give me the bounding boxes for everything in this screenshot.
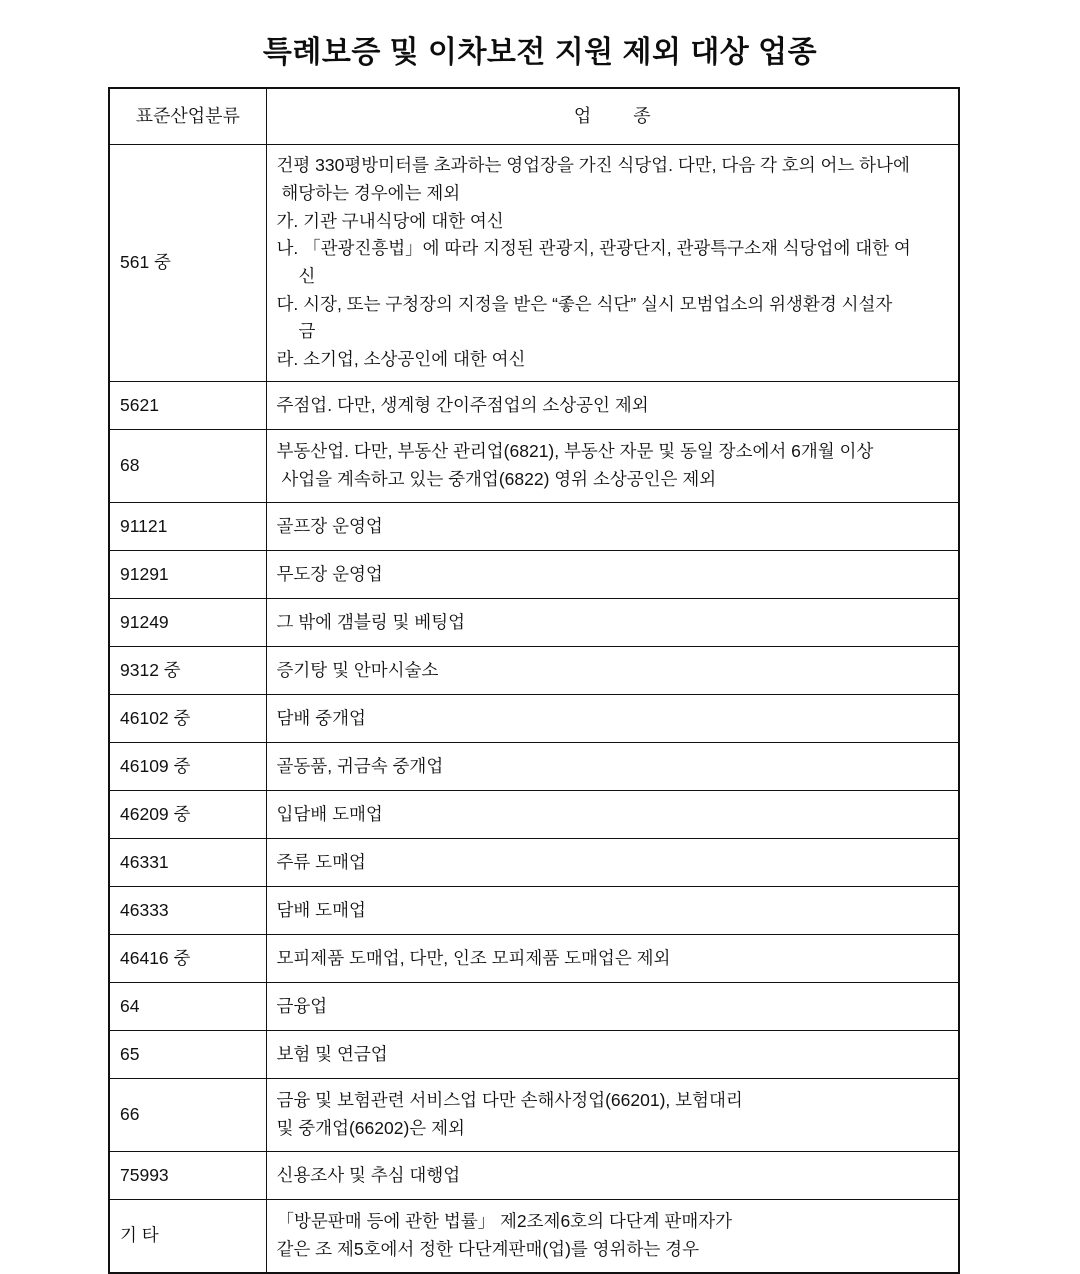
description-line: 담배 도매업 — [276, 899, 366, 920]
cell-industry-description — [266, 1031, 959, 1079]
description-lines — [277, 152, 953, 373]
description-lines — [277, 993, 953, 1021]
cell-industry-description — [266, 1200, 959, 1274]
cell-industry-code: 65 — [109, 1031, 266, 1079]
description-lines — [277, 945, 953, 973]
cell-industry-description — [266, 599, 959, 647]
cell-industry-code: 46416 중 — [109, 935, 266, 983]
cell-industry-code: 64 — [109, 983, 266, 1031]
table-row — [109, 791, 959, 839]
description-line: 담배 중개업 — [276, 707, 366, 728]
table-row — [109, 743, 959, 791]
cell-industry-description — [266, 743, 959, 791]
page-title: 특례보증 및 이차보전 지원 제외 대상 업종 — [262, 36, 818, 69]
description-line: 신용조사 및 추심 대행업 — [276, 1164, 461, 1185]
description-line: 보험 및 연금업 — [276, 1043, 388, 1064]
description-line: 금융 및 보험관련 서비스업 다만 손해사정업(66201), 보험대리 — [276, 1090, 743, 1111]
cell-industry-code: 66 — [109, 1079, 266, 1152]
cell-industry-code: 5621 — [109, 382, 266, 430]
cell-industry-description — [266, 887, 959, 935]
cell-industry-description — [266, 983, 959, 1031]
description-lines — [277, 897, 953, 925]
description-lines — [277, 438, 953, 493]
description-line: 금융업 — [276, 995, 328, 1016]
cell-industry-description — [266, 647, 959, 695]
column-header-industry-name-part1: 업 — [573, 106, 592, 127]
cell-industry-description — [266, 1152, 959, 1200]
description-lines — [277, 753, 953, 781]
column-header-industry-name — [266, 88, 959, 145]
description-line: 같은 조 제5호에서 정한 다단계판매(업)를 영위하는 경우 — [276, 1239, 699, 1259]
description-line: 「방문판매 등에 관한 법률」 제2조제6호의 다단계 판매자가 — [276, 1211, 733, 1232]
table-row — [109, 935, 959, 983]
description-lines — [277, 392, 953, 420]
description-line: 골동품, 귀금속 중개업 — [276, 755, 444, 776]
description-line: 가. 기관 구내식당에 대한 여신 — [276, 210, 504, 231]
table-row — [109, 503, 959, 551]
description-line: 금 — [298, 321, 316, 342]
description-lines — [277, 849, 953, 877]
cell-industry-code: 91249 — [109, 599, 266, 647]
cell-industry-description — [266, 503, 959, 551]
table-body — [109, 145, 959, 1274]
description-lines — [277, 561, 953, 589]
description-line: 그 밖에 갬블링 및 베팅업 — [276, 611, 465, 632]
description-line: 및 중개업(66202)은 제외 — [276, 1118, 465, 1138]
table-row — [109, 145, 959, 382]
cell-industry-code: 46331 — [109, 839, 266, 887]
table-row — [109, 695, 959, 743]
description-line: 다. 시장, 또는 구청장의 지정을 받은 “좋은 식단” 실시 모범업소의 위생환경 시설자 — [276, 293, 893, 314]
cell-industry-code: 91121 — [109, 503, 266, 551]
description-line: 골프장 운영업 — [276, 515, 383, 536]
table-row — [109, 382, 959, 430]
description-lines — [277, 1162, 953, 1190]
column-header-industry-code: 표준산업분류 — [109, 88, 266, 145]
cell-industry-description — [266, 551, 959, 599]
description-line: 사업을 계속하고 있는 중개업(6822) 영위 소상공인은 제외 — [276, 469, 717, 489]
cell-industry-code: 기 타 — [109, 1200, 266, 1274]
cell-industry-code: 46209 중 — [109, 791, 266, 839]
description-line: 주점업. 다만, 생계형 간이주점업의 소상공인 제외 — [276, 394, 649, 415]
description-line: 해당하는 경우에는 제외 — [276, 183, 461, 204]
cell-industry-code: 9312 중 — [109, 647, 266, 695]
table-header — [109, 88, 959, 145]
description-line: 부동산업. 다만, 부동산 관리업(6821), 부동산 자문 및 동일 장소에서 6개월 이상 — [276, 441, 874, 462]
cell-industry-code: 75993 — [109, 1152, 266, 1200]
table-row — [109, 551, 959, 599]
description-line: 증기탕 및 안마시술소 — [276, 659, 439, 680]
table-row — [109, 599, 959, 647]
description-line: 무도장 운영업 — [276, 563, 383, 584]
table-row — [109, 1031, 959, 1079]
description-line: 나. 「관광진흥법」에 따라 지정된 관광지, 관광단지, 관광특구소재 식당업에 대한 여 — [276, 238, 911, 259]
table-header-row — [109, 88, 959, 145]
table-row — [109, 1079, 959, 1152]
description-lines — [277, 609, 953, 637]
cell-industry-description — [266, 430, 959, 503]
table-row — [109, 647, 959, 695]
cell-industry-description — [266, 935, 959, 983]
cell-industry-description — [266, 791, 959, 839]
cell-industry-description — [266, 695, 959, 743]
description-line: 신 — [298, 266, 316, 286]
cell-industry-code: 91291 — [109, 551, 266, 599]
column-header-industry-name-part2: 종 — [633, 106, 651, 127]
cell-industry-code: 46109 중 — [109, 743, 266, 791]
description-lines — [277, 1041, 953, 1069]
description-lines — [277, 657, 953, 685]
description-lines — [277, 513, 953, 541]
table-row — [109, 839, 959, 887]
cell-industry-code: 46102 중 — [109, 695, 266, 743]
table-row — [109, 887, 959, 935]
description-line: 입담배 도매업 — [276, 803, 383, 824]
cell-industry-description — [266, 839, 959, 887]
cell-industry-description — [266, 1079, 959, 1152]
table-row — [109, 430, 959, 503]
table-row — [109, 1152, 959, 1200]
description-line: 주류 도매업 — [276, 851, 366, 872]
cell-industry-description — [266, 145, 959, 382]
description-line: 건평 330평방미터를 초과하는 영업장을 가진 식당업. 다만, 다음 각 호의 어느 하나에 — [276, 155, 910, 176]
description-lines — [277, 705, 953, 733]
cell-industry-code: 561 중 — [109, 145, 266, 382]
cell-industry-description — [266, 382, 959, 430]
exclusion-table-wrapper — [108, 87, 958, 1274]
table-row — [109, 1200, 959, 1274]
description-lines — [277, 1208, 953, 1263]
description-line: 모피제품 도매업, 다만, 인조 모피제품 도매업은 제외 — [276, 947, 671, 968]
table-row — [109, 983, 959, 1031]
cell-industry-code: 68 — [109, 430, 266, 503]
description-lines — [277, 1087, 953, 1142]
description-lines — [277, 801, 953, 829]
cell-industry-code: 46333 — [109, 887, 266, 935]
exclusion-industries-table — [108, 87, 960, 1274]
description-line: 라. 소기업, 소상공인에 대한 여신 — [276, 348, 526, 369]
